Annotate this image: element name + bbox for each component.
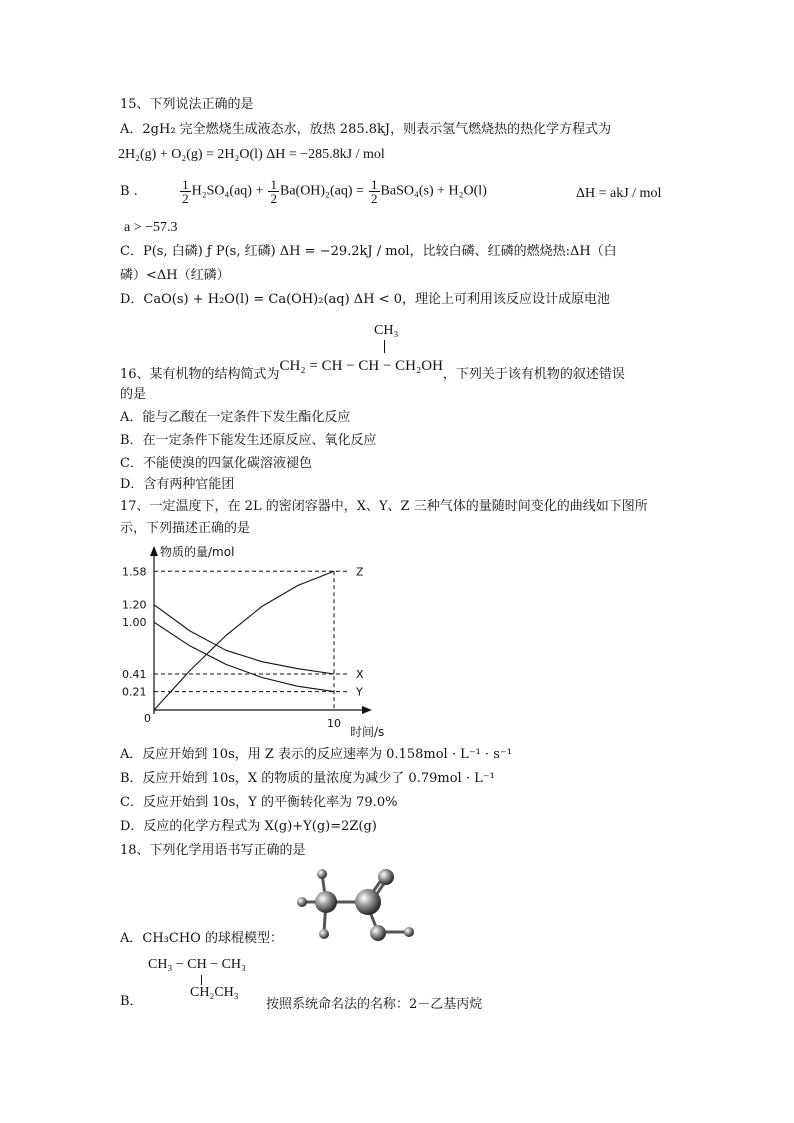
y-axis-arrow [150, 546, 158, 556]
q18-option-a: A．CH₃CHO 的球棍模型： [120, 931, 283, 946]
series-label-y: Y [356, 685, 363, 699]
q16-option-b: B．在一定条件下能发生还原反应、氧化反应 [120, 433, 377, 448]
q15-b-term1: H₂SO₄(aq) + [191, 183, 264, 199]
q18-b-struct-main: CH₃ − CH − CH₃ [148, 957, 246, 972]
q17-option-b: B．反应开始到 10s，X 的物质的量浓度为减少了 0.79mol · L⁻¹ [120, 771, 495, 786]
q16-stem [120, 358, 625, 384]
q15-option-d: D．CaO(s) + H₂O(l) = Ca(OH)₂(aq) ΔH < 0，理论上可利用该反应设计成原电池 [120, 292, 610, 307]
frac-num: 1 [182, 177, 189, 192]
q15-option-a-equation: 2H₂(g) + O₂(g) = 2H₂O(l) ΔH = −285.8kJ / mol [118, 147, 385, 162]
x-axis-title: 时间/s [350, 725, 385, 739]
fraction-half [268, 178, 279, 205]
q15-option-b-condition: a > −57.3 [124, 220, 178, 235]
y-tick-label: 1.20 [122, 598, 147, 612]
y-tick-label: 1.00 [122, 616, 147, 630]
amount-time-chart [118, 540, 398, 745]
y-tick-label: 0.21 [122, 685, 147, 699]
q18-b-struct-branch: CH₂CH₃ [190, 985, 239, 1000]
q18-stem: 18、下列化学用语书写正确的是 [120, 843, 306, 858]
q15-option-b-label: B . [120, 184, 138, 199]
q16-option-a: A．能与乙酸在一定条件下发生酯化反应 [120, 410, 351, 425]
origin-label: 0 [144, 712, 151, 725]
q16-struct-bond [384, 340, 385, 353]
q18-option-b-name: 按照系统命名法的名称：2－乙基丙烷 [266, 997, 483, 1012]
q17-option-d: D．反应的化学方程式为 X(g)+Y(g)=2Z(g) [120, 819, 377, 834]
q16-stem-cont: 的是 [120, 387, 147, 402]
q18-option-b-label: B． [120, 994, 143, 1009]
x-tick-label: 10 [327, 717, 341, 730]
q15-b-term3: BaSO₄(s) + H₂O(l) [380, 183, 487, 199]
q16-stem-post: ，下列关于该有机物的叙述错误 [442, 367, 625, 382]
q15-option-c: C．P(s, 白磷) ƒ P(s, 红磷) ΔH = −29.2kJ / mol，比较白磷、红磷的燃烧热:ΔH（白 [120, 244, 617, 259]
frac-num: 1 [270, 177, 277, 192]
q16-struct-ch3: CH₃ [374, 323, 399, 338]
x-axis-arrow [362, 706, 372, 714]
q15-b-term2: Ba(OH)₂(aq) = [279, 183, 364, 199]
y-tick-label: 0.41 [122, 668, 147, 682]
q17-option-a: A．反应开始到 10s，用 Z 表示的反应速率为 0.158mol · L⁻¹ · s⁻¹ [120, 747, 512, 762]
q16-structure: CH₂ = CH − CH − CH₂OH [279, 358, 443, 374]
q17-stem-cont: 示，下列描述正确的是 [120, 521, 251, 536]
q15-option-b [120, 178, 487, 212]
frac-num: 1 [371, 177, 378, 192]
q16-option-d: D．含有两种官能团 [120, 477, 235, 492]
ball-stick-model [290, 862, 420, 942]
q17-stem: 17、一定温度下，在 2L 的密闭容器中，X、Y、Z 三种气体的量随时间变化的曲线如下图所 [120, 499, 648, 514]
q18-b-struct-bond [201, 975, 202, 985]
frac-den: 2 [270, 191, 277, 206]
q16-stem-pre: 16、某有机物的结构简式为 [120, 367, 280, 382]
chart-series [154, 571, 334, 710]
q16-option-c: C．不能使溴的四氯化碳溶液褪色 [120, 456, 312, 471]
series-label-z: Z [356, 565, 364, 579]
q15-option-c-cont: 磷）<ΔH（红磷） [120, 268, 230, 283]
q17-option-c: C．反应开始到 10s，Y 的平衡转化率为 79.0% [120, 795, 398, 810]
y-axis-title: 物质的量/mol [160, 545, 235, 559]
q15-stem: 15、下列说法正确的是 [120, 97, 254, 112]
fraction-half [180, 178, 191, 205]
y-tick-label: 1.58 [122, 565, 147, 579]
frac-den: 2 [182, 191, 189, 206]
q15-option-b-dh: ΔH = akJ / mol [576, 186, 662, 201]
series-label-x: X [356, 668, 364, 682]
q15-option-a: A．2gH₂ 完全燃烧生成液态水，放热 285.8kJ，则表示氢气燃烧热的热化学方程式为 [120, 122, 612, 137]
series-line-z [154, 571, 334, 710]
frac-den: 2 [371, 191, 378, 206]
fraction-half [369, 178, 380, 205]
